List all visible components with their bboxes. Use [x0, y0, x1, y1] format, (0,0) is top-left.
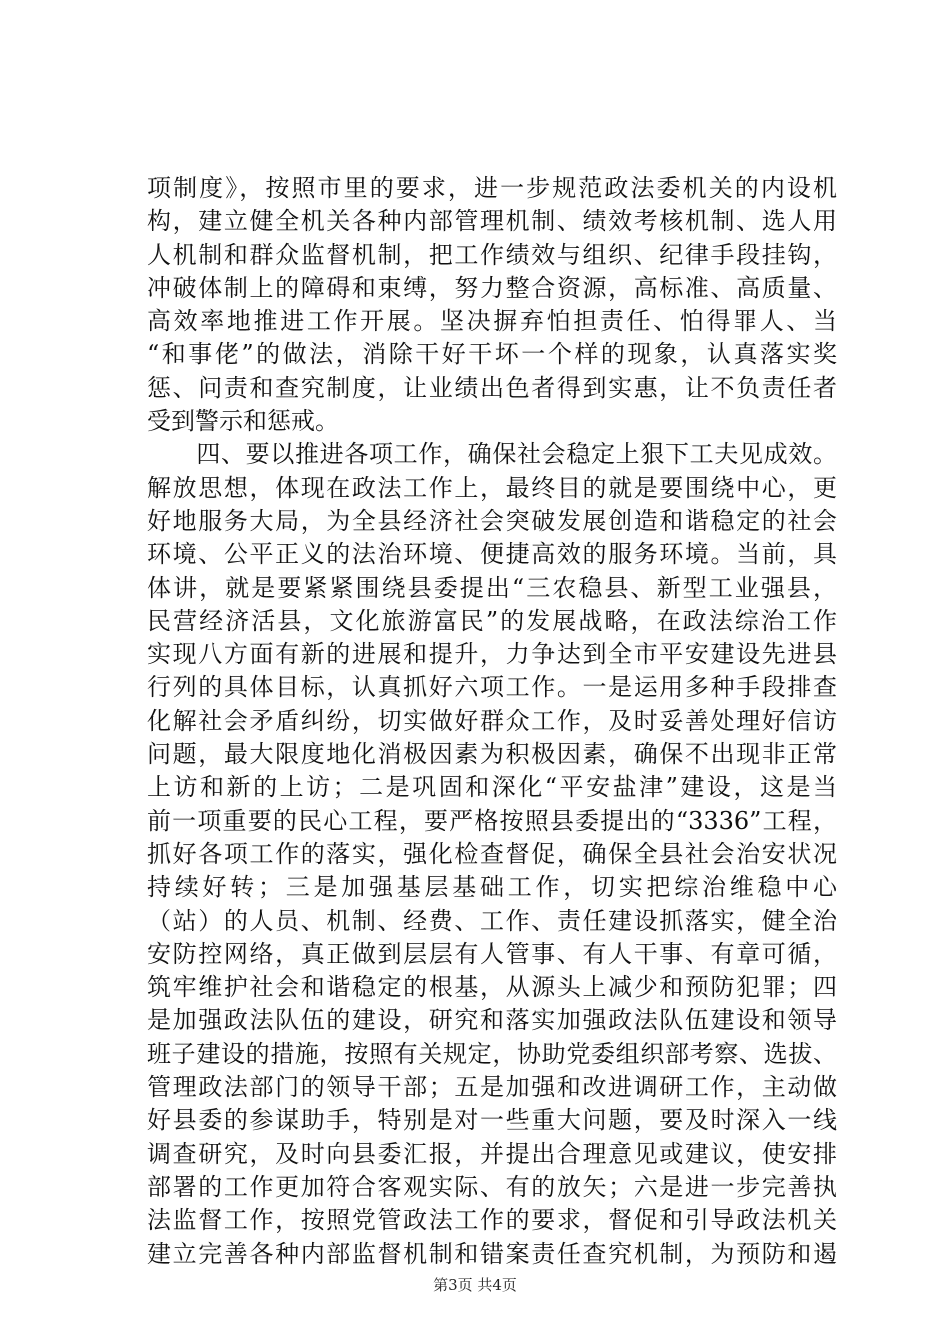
text-line: 是加强政法队伍的建设，研究和落实加强政法队伍建设和领导	[147, 1006, 837, 1035]
text-line: 环境、公平正义的法治环境、便捷高效的服务环境。当前，具	[147, 540, 837, 569]
text-line: 上访和新的上访；二是巩固和深化“平安盐津”建设，这是当	[147, 773, 837, 802]
text-line: 管理政法部门的领导干部；五是加强和改进调研工作，主动做	[147, 1073, 837, 1102]
text-line: 好地服务大局，为全县经济社会突破发展创造和谐稳定的社会	[147, 506, 837, 535]
text-line: 抓好各项工作的落实，强化检查督促，确保全县社会治安状况	[147, 839, 837, 868]
text-line: 项制度》，按照市里的要求，进一步规范政法委机关的内设机	[147, 174, 837, 202]
text-line: 好县委的参谋助手，特别是对一些重大问题，要及时深入一线	[147, 1106, 837, 1135]
text-line: 班子建设的措施，按照有关规定，协助党委组织部考察、选拔、	[147, 1039, 837, 1068]
text-line: 人机制和群众监督机制，把工作绩效与组织、纪律手段挂钩，	[147, 240, 837, 269]
text-line: 问题，最大限度地化消极因素为积极因素，确保不出现非正常	[147, 740, 837, 769]
text-line: 惩、问责和查究制度，让业绩出色者得到实惠，让不负责任者	[147, 373, 837, 402]
text-line: 持续好转；三是加强基层基础工作，切实把综治维稳中心	[147, 873, 837, 902]
text-line: 解放思想，体现在政法工作上，最终目的就是要围绕中心，更	[147, 473, 837, 502]
text-line: （站）的人员、机制、经费、工作、责任建设抓落实，健全治	[147, 906, 837, 935]
text-line: 冲破体制上的障碍和束缚，努力整合资源，高标准、高质量、	[147, 273, 837, 302]
text-line: 受到警示和惩戒。	[147, 407, 339, 436]
text-line: 民营经济活县，文化旅游富民”的发展战略，在政法综治工作	[147, 606, 837, 635]
text-line: 构，建立健全机关各种内部管理机制、绩效考核机制、选人用	[147, 207, 837, 236]
text-line: 安防控网络，真正做到层层有人管事、有人干事、有章可循，	[147, 939, 837, 968]
text-line: 前一项重要的民心工程，要严格按照县委提出的“3336”工程，	[147, 806, 837, 835]
text-line: 体讲，就是要紧紧围绕县委提出“三农稳县、新型工业强县，	[147, 573, 837, 602]
text-line: 化解社会矛盾纠纷，切实做好群众工作，及时妥善处理好信访	[147, 706, 837, 735]
text-line: 行列的具体目标，认真抓好六项工作。一是运用多种手段排查	[147, 673, 837, 702]
text-line: 调查研究，及时向县委汇报，并提出合理意见或建议，使安排	[147, 1139, 837, 1168]
text-line: 实现八方面有新的进展和提升，力争达到全市平安建设先进县	[147, 640, 837, 669]
text-line: 建立完善各种内部监督机制和错案责任查究机制，为预防和遏	[147, 1239, 837, 1268]
text-line: “和事佬”的做法，消除干好干坏一个样的现象，认真落实奖	[147, 340, 837, 369]
page-footer: 第3页 共4页	[433, 1276, 517, 1294]
text-line: 部署的工作更加符合客观实际、有的放矢；六是进一步完善执	[147, 1172, 837, 1201]
text-line: 四、要以推进各项工作，确保社会稳定上狠下工夫见成效。	[147, 440, 837, 469]
text-line: 高效率地推进工作开展。坚决摒弃怕担责任、怕得罪人、当	[147, 307, 837, 336]
body-text	[147, 172, 837, 1271]
text-line: 法监督工作，按照党管政法工作的要求，督促和引导政法机关	[147, 1206, 837, 1235]
text-line: 筑牢维护社会和谐稳定的根基，从源头上减少和预防犯罪；四	[147, 973, 837, 1002]
